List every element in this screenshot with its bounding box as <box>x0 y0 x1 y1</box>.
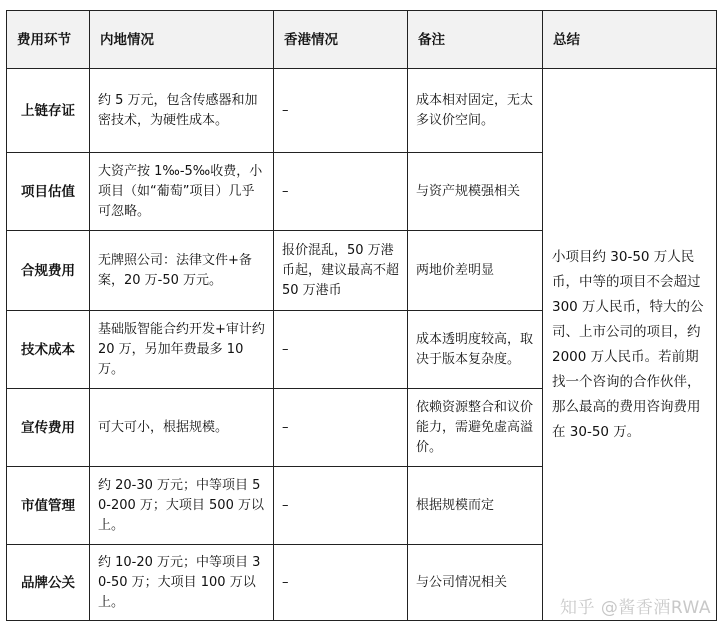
mainland-cell: 大资产按 1‰-5‰收费，小项目（如“葡萄”项目）几乎可忽略。 <box>90 153 274 231</box>
stage-cell: 市值管理 <box>7 467 90 545</box>
summary-cell: 小项目约 30-50 万人民币，中等的项目不会超过 300 万人民币，特大的公司、上市公司的项目，约 2000 万人民币。若前期找一个咨询的合作伙伴，那么最高的费用咨询费用在 30-50 万。 <box>543 69 717 621</box>
note-cell: 与资产规模强相关 <box>408 153 543 231</box>
stage-cell: 品牌公关 <box>7 545 90 621</box>
note-cell: 成本相对固定，无太多议价空间。 <box>408 69 543 153</box>
hk-cell: – <box>274 467 408 545</box>
mainland-cell: 可大可小，根据规模。 <box>90 389 274 467</box>
mainland-cell: 约 10-20 万元；中等项目 30-50 万；大项目 100 万以上。 <box>90 545 274 621</box>
hk-cell: – <box>274 153 408 231</box>
header-mainland: 内地情况 <box>90 11 274 69</box>
hk-cell: – <box>274 389 408 467</box>
stage-cell: 技术成本 <box>7 311 90 389</box>
hk-cell: – <box>274 69 408 153</box>
stage-cell: 上链存证 <box>7 69 90 153</box>
stage-cell: 项目估值 <box>7 153 90 231</box>
hk-cell: – <box>274 311 408 389</box>
mainland-cell: 无牌照公司：法律文件+备案，20 万-50 万元。 <box>90 231 274 311</box>
table-row <box>7 69 717 153</box>
note-cell: 成本透明度较高，取决于版本复杂度。 <box>408 311 543 389</box>
note-cell: 与公司情况相关 <box>408 545 543 621</box>
header-summary: 总结 <box>543 11 717 69</box>
header-stage: 费用环节 <box>7 11 90 69</box>
mainland-cell: 约 20-30 万元；中等项目 50-200 万；大项目 500 万以上。 <box>90 467 274 545</box>
hk-cell: 报价混乱，50 万港币起，建议最高不超 50 万港币 <box>274 231 408 311</box>
stage-cell: 宣传费用 <box>7 389 90 467</box>
watermark: 知乎 @酱香酒RWA <box>559 598 711 618</box>
note-cell: 根据规模而定 <box>408 467 543 545</box>
hk-cell: – <box>274 545 408 621</box>
header-hk: 香港情况 <box>274 11 408 69</box>
mainland-cell: 约 5 万元，包含传感器和加密技术，为硬性成本。 <box>90 69 274 153</box>
cost-table <box>6 10 717 621</box>
note-cell: 两地价差明显 <box>408 231 543 311</box>
note-cell: 依赖资源整合和议价能力，需避免虚高溢价。 <box>408 389 543 467</box>
table-header-row <box>7 11 717 69</box>
header-note: 备注 <box>408 11 543 69</box>
mainland-cell: 基础版智能合约开发+审计约 20 万，另加年费最多 10 万。 <box>90 311 274 389</box>
stage-cell: 合规费用 <box>7 231 90 311</box>
